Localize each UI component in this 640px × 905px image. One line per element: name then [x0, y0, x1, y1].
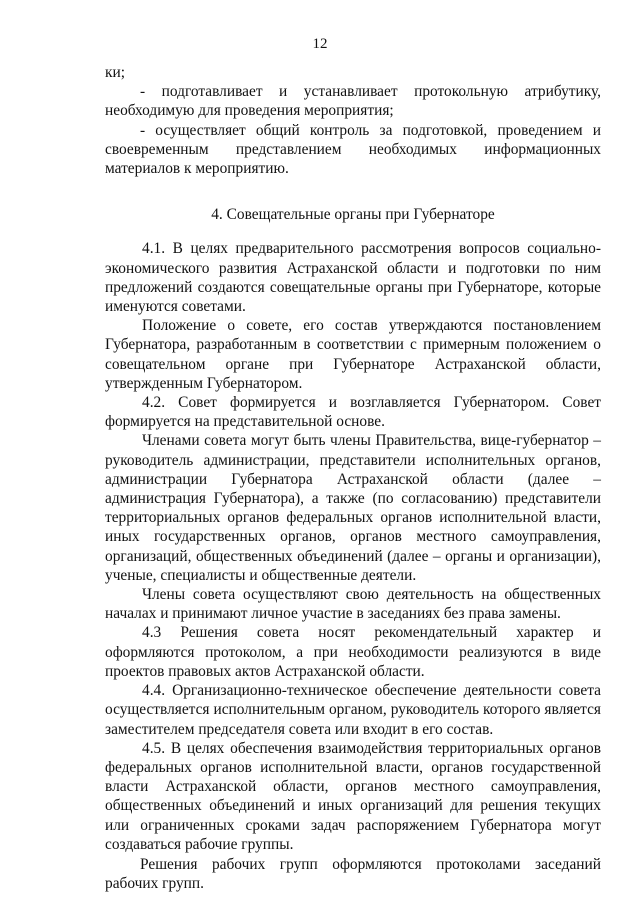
bullet-item: - подготавливает и устанавливает протокольную атрибутику, необходимую для проведения мероприятия; — [105, 83, 601, 120]
section-title: 4. Совещательные органы при Губернаторе — [211, 206, 495, 224]
paragraph: Члены совета осуществляют свою деятельность на общественных началах и принимают личное участие в заседаниях без права замены. — [105, 586, 601, 623]
paragraph: 4.4. Организационно-техническое обеспечение деятельности совета осуществляется исполнительным органом, руководитель которого является заместителем председателя совета или входит в его состав. — [105, 682, 601, 738]
bullet-item: - осуществляет общий контроль за подготовкой, проведением и своевременным представлением необходимых информационных материалов к мероприятию. — [105, 121, 601, 178]
paragraph: Членами совета могут быть члены Правительства, вице-губернатор – руководитель администрации, представители исполнительных органов, администрации Губернатора Астраханской области (далее – администрация Губернатора), а также (по согласованию) представители территориальных органов федеральных органов исполнительной власти, иных государственных органов, органов местного самоуправления, организаций, общественных объединений (далее – органы и организации), ученые, специалисты и общественные деятели. — [105, 432, 601, 584]
paragraph: 4.1. В целях предварительного рассмотрения вопросов социально-экономического развития Астраханской области и подготовки по ним предложений создаются совещательные органы при Губернаторе, которые именуются советами. — [105, 240, 601, 316]
paragraph: 4.5. В целях обеспечения взаимодействия территориальных органов федеральных органов исполнительной власти, органов государственной власти Астраханской области, органов местного самоуправления, общественных объединений и иных организаций для решения текущих или ограниченных сроками задач распоряжением Губернатора могут создаваться рабочие группы. — [105, 739, 601, 853]
paragraph: Решения рабочих групп оформляются протоколами заседаний рабочих групп. — [105, 855, 601, 893]
paragraph: 4.3 Решения совета носят рекомендательный характер и оформляются протоколом, а при необходимости реализуются в виде проектов правовых актов Астраханской области. — [105, 624, 601, 680]
paragraph: 4.2. Совет формируется и возглавляется Губернатором. Совет формируется на представительной основе. — [105, 394, 601, 431]
paragraph: Положение о совете, его состав утверждаются постановлением Губернатора, разработанным в соответствии с примерным положением о совещательном органе при Губернаторе Астраханской области, утвержденным Губернатором. — [105, 317, 601, 392]
continued-line: ки; — [105, 64, 125, 81]
page-content — [105, 63, 601, 893]
page-number: 12 — [312, 36, 328, 52]
